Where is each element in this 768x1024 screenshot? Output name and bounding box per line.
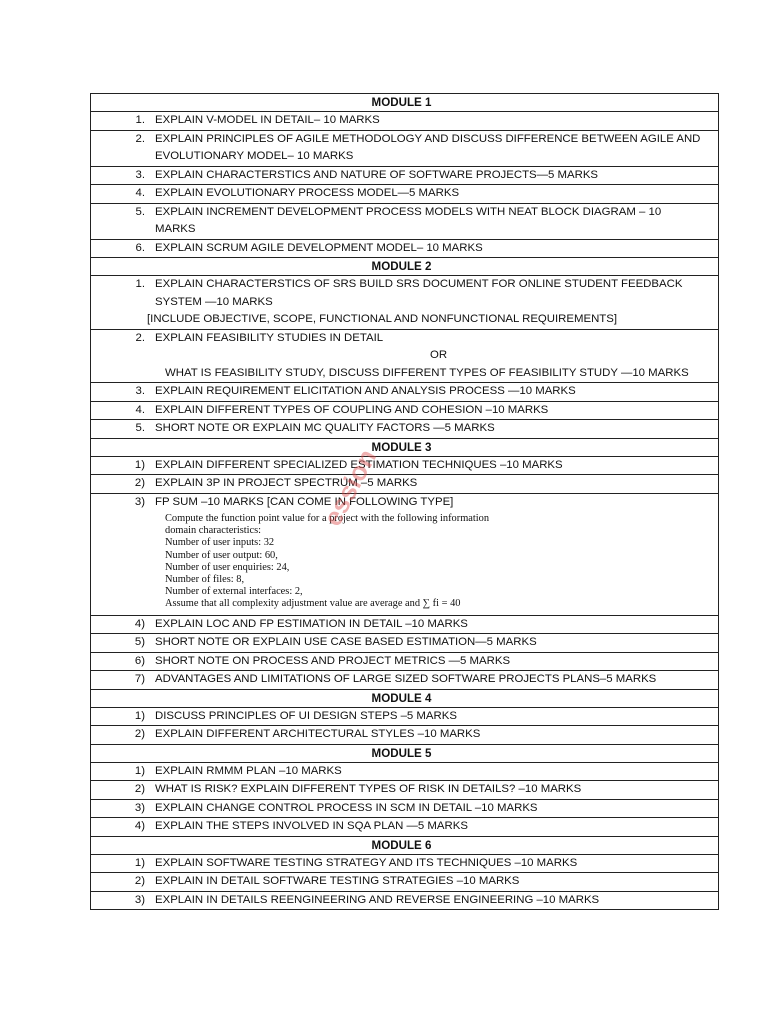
question-number bbox=[91, 148, 155, 166]
question-number: 4) bbox=[134, 820, 145, 833]
question-text: EXPLAIN CHARACTERSTICS OF SRS BUILD SRS DOCUMENT FOR ONLINE STUDENT FEEDBACK bbox=[155, 278, 683, 290]
question-number bbox=[91, 294, 155, 312]
question-row bbox=[91, 112, 718, 131]
question-row bbox=[91, 402, 718, 421]
question-row bbox=[91, 800, 718, 819]
question-line bbox=[91, 616, 712, 634]
question-number: 1. bbox=[135, 114, 145, 126]
question-number: 4) bbox=[134, 617, 145, 630]
question-number: 5. bbox=[135, 422, 145, 434]
question-line bbox=[91, 112, 712, 130]
question-row bbox=[91, 330, 718, 384]
question-line bbox=[91, 221, 712, 239]
question-number: 3) bbox=[134, 495, 145, 508]
question-number: 4. bbox=[135, 403, 145, 416]
question-number: 1) bbox=[134, 458, 145, 471]
module-header: MODULE 3 bbox=[91, 439, 718, 457]
question-row bbox=[91, 708, 718, 727]
question-line bbox=[91, 855, 712, 873]
question-row bbox=[91, 781, 718, 800]
module-header: MODULE 6 bbox=[91, 837, 718, 855]
question-text: EXPLAIN INCREMENT DEVELOPMENT PROCESS MODELS WITH NEAT BLOCK DIAGRAM – 10 bbox=[155, 205, 662, 218]
question-line bbox=[91, 653, 712, 671]
question-text: DISCUSS PRINCIPLES OF UI DESIGN STEPS –5 MARKS bbox=[155, 709, 457, 722]
module-header: MODULE 2 bbox=[91, 258, 718, 276]
question-row bbox=[91, 240, 718, 259]
question-text: EXPLAIN IN DETAIL SOFTWARE TESTING STRATEGIES –10 MARKS bbox=[155, 875, 520, 888]
question-number: 1) bbox=[134, 856, 145, 869]
question-number: 6) bbox=[134, 654, 145, 667]
question-row bbox=[91, 726, 718, 745]
question-number: 2) bbox=[134, 477, 145, 489]
question-text: EXPLAIN REQUIREMENT ELICITATION AND ANALYSIS PROCESS —10 MARKS bbox=[155, 385, 576, 397]
question-text: EXPLAIN CHANGE CONTROL PROCESS IN SCM IN DETAIL –10 MARKS bbox=[155, 801, 538, 814]
question-row bbox=[91, 457, 718, 476]
question-number: 1. bbox=[135, 278, 145, 290]
question-number: 3) bbox=[134, 893, 145, 906]
question-line bbox=[91, 634, 712, 652]
question-row bbox=[91, 475, 718, 494]
question-text: EXPLAIN THE STEPS INVOLVED IN SQA PLAN —5 MARKS bbox=[155, 820, 468, 833]
fp-example-line: domain characteristics: bbox=[165, 525, 262, 537]
question-number: 3. bbox=[135, 385, 145, 397]
fp-example-line: Number of files: 8, bbox=[165, 574, 245, 586]
question-line bbox=[91, 475, 712, 493]
question-line bbox=[91, 402, 712, 420]
question-text: EXPLAIN DIFFERENT TYPES OF COUPLING AND COHESION –10 MARKS bbox=[155, 403, 549, 416]
question-number: 3) bbox=[134, 801, 145, 814]
question-number: 2) bbox=[134, 783, 145, 796]
question-line bbox=[91, 671, 712, 689]
question-text: SHORT NOTE OR EXPLAIN MC QUALITY FACTORS —5 MARKS bbox=[155, 422, 495, 434]
question-text: EXPLAIN EVOLUTIONARY PROCESS MODEL—5 MARKS bbox=[155, 187, 460, 199]
question-row bbox=[91, 185, 718, 204]
question-text: EVOLUTIONARY MODEL– 10 MARKS bbox=[155, 150, 354, 162]
question-line bbox=[91, 276, 712, 294]
question-text: EXPLAIN SOFTWARE TESTING STRATEGY AND ITS TECHNIQUES –10 MARKS bbox=[155, 856, 578, 869]
question-line bbox=[91, 167, 712, 185]
question-number: 5. bbox=[135, 205, 145, 218]
question-line bbox=[91, 204, 712, 222]
question-line bbox=[91, 892, 712, 910]
question-row bbox=[91, 653, 718, 672]
question-number: 1) bbox=[134, 764, 145, 777]
question-text: EXPLAIN RMMM PLAN –10 MARKS bbox=[155, 764, 342, 777]
question-text: MARKS bbox=[155, 223, 196, 235]
module-header: MODULE 5 bbox=[91, 745, 718, 763]
question-number: 7) bbox=[134, 673, 145, 686]
question-text: FP SUM –10 MARKS [CAN COME IN FOLLOWING TYPE] bbox=[155, 495, 454, 508]
question-text: EXPLAIN FEASIBILITY STUDIES IN DETAIL bbox=[155, 331, 384, 344]
question-number: 4. bbox=[135, 187, 145, 199]
question-line bbox=[91, 726, 712, 744]
question-number: 5) bbox=[134, 636, 145, 649]
question-text: EXPLAIN DIFFERENT ARCHITECTURAL STYLES –10 MARKS bbox=[155, 728, 481, 741]
question-text: EXPLAIN PRINCIPLES OF AGILE METHODOLOGY AND DISCUSS DIFFERENCE BETWEEN AGILE AND bbox=[155, 132, 701, 145]
question-row bbox=[91, 276, 718, 330]
module-header: MODULE 1 bbox=[91, 94, 718, 112]
question-row bbox=[91, 634, 718, 653]
question-row bbox=[91, 420, 718, 439]
question-row bbox=[91, 892, 718, 911]
question-line bbox=[91, 494, 712, 512]
question-line bbox=[91, 383, 712, 401]
question-row bbox=[91, 383, 718, 402]
question-text: SYSTEM —10 MARKS bbox=[155, 295, 273, 308]
question-number: 3. bbox=[135, 168, 145, 181]
question-row bbox=[91, 671, 718, 690]
question-row bbox=[91, 616, 718, 635]
question-line bbox=[91, 818, 712, 836]
question-line bbox=[91, 873, 712, 891]
question-line bbox=[91, 148, 712, 166]
question-number: 2. bbox=[135, 132, 145, 145]
fp-example-line: Number of user output: 60, bbox=[165, 549, 278, 561]
question-line bbox=[91, 420, 712, 438]
question-note: [INCLUDE OBJECTIVE, SCOPE, FUNCTIONAL AND NONFUNCTIONAL REQUIREMENTS] bbox=[147, 313, 618, 325]
question-text: SHORT NOTE ON PROCESS AND PROJECT METRICS —5 MARKS bbox=[155, 654, 511, 667]
question-row bbox=[91, 873, 718, 892]
question-line bbox=[91, 708, 712, 726]
watermark: ession bbox=[317, 444, 383, 531]
question-row bbox=[91, 167, 718, 186]
question-line bbox=[91, 800, 712, 818]
question-text: WHAT IS RISK? EXPLAIN DIFFERENT TYPES OF RISK IN DETAILS? –10 MARKS bbox=[155, 783, 582, 796]
question-alternate: WHAT IS FEASIBILITY STUDY, DISCUSS DIFFERENT TYPES OF FEASIBILITY STUDY —10 MARKS bbox=[165, 366, 689, 379]
fp-example-line: Number of external interfaces: 2, bbox=[165, 586, 303, 598]
question-row bbox=[91, 204, 718, 240]
question-line bbox=[91, 294, 712, 312]
fp-example-line: Number of user inputs: 32 bbox=[165, 537, 275, 549]
question-text: EXPLAIN 3P IN PROJECT SPECTRUM –5 MARKS bbox=[155, 477, 418, 489]
question-text: EXPLAIN CHARACTERSTICS AND NATURE OF SOFTWARE PROJECTS—5 MARKS bbox=[155, 168, 599, 181]
question-text: EXPLAIN SCRUM AGILE DEVELOPMENT MODEL– 10 MARKS bbox=[155, 241, 483, 254]
question-table bbox=[90, 93, 719, 910]
question-text: ADVANTAGES AND LIMITATIONS OF LARGE SIZED SOFTWARE PROJECTS PLANS–5 MARKS bbox=[155, 673, 657, 686]
question-number bbox=[91, 221, 155, 239]
question-number: 2) bbox=[134, 875, 145, 888]
question-text: EXPLAIN LOC AND FP ESTIMATION IN DETAIL –10 MARKS bbox=[155, 617, 468, 630]
question-row bbox=[91, 131, 718, 167]
module-header: MODULE 4 bbox=[91, 690, 718, 708]
question-line bbox=[91, 457, 712, 475]
question-line bbox=[91, 330, 712, 348]
question-line bbox=[91, 185, 712, 203]
question-number: 2. bbox=[135, 331, 145, 344]
fp-example-line: Compute the function point value for a project with the following information bbox=[165, 513, 490, 524]
question-text: EXPLAIN V-MODEL IN DETAIL– 10 MARKS bbox=[155, 114, 380, 126]
fp-example-line: Assume that all complexity adjustment value are average and ∑ fi = 40 bbox=[165, 598, 461, 610]
question-line bbox=[91, 763, 712, 781]
question-line bbox=[91, 781, 712, 799]
question-text: SHORT NOTE OR EXPLAIN USE CASE BASED ESTIMATION—5 MARKS bbox=[155, 636, 537, 649]
question-text: EXPLAIN DIFFERENT SPECIALIZED ESTIMATION TECHNIQUES –10 MARKS bbox=[155, 458, 563, 471]
or-separator: OR bbox=[429, 349, 448, 361]
question-number: 6. bbox=[135, 241, 145, 254]
question-number: 1) bbox=[134, 709, 145, 722]
fp-example-line: Number of user enquiries: 24, bbox=[165, 561, 290, 573]
question-text: EXPLAIN IN DETAILS REENGINEERING AND REVERSE ENGINEERING –10 MARKS bbox=[155, 893, 600, 906]
question-number: 2) bbox=[134, 728, 145, 741]
question-row bbox=[91, 855, 718, 874]
question-line bbox=[91, 131, 712, 149]
question-line bbox=[91, 240, 712, 258]
question-row bbox=[91, 763, 718, 782]
question-row bbox=[91, 818, 718, 837]
